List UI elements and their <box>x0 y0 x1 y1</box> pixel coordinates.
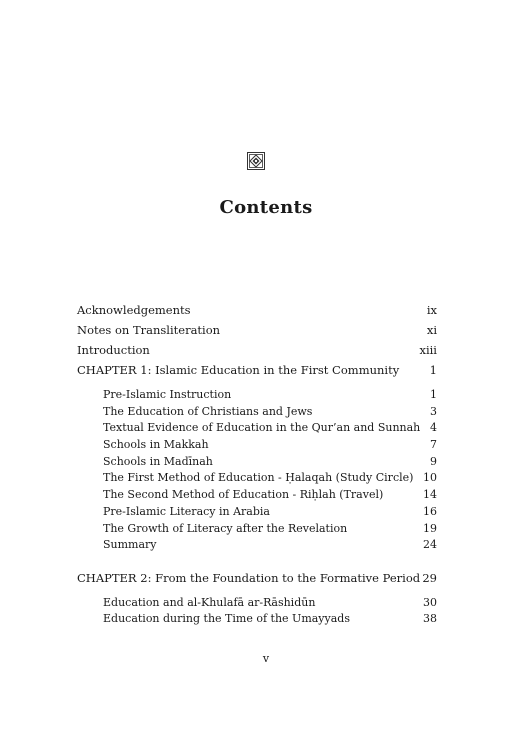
toc-chapter[interactable] <box>77 570 437 587</box>
toc-section[interactable] <box>77 419 437 436</box>
toc-section-label: Education and al-Khulafā ar-Rāshidūn <box>103 596 316 609</box>
toc-entry[interactable] <box>77 302 437 319</box>
page-folio: v <box>262 652 270 665</box>
toc-section-label: The Education of Christians and Jews <box>103 405 313 418</box>
toc-section[interactable] <box>77 520 437 537</box>
toc-chapter[interactable] <box>77 362 437 379</box>
toc-section[interactable] <box>77 386 437 403</box>
toc-section-label: Pre-Islamic Instruction <box>103 388 232 401</box>
toc-section-page: 9 <box>430 455 437 468</box>
toc-entry-page: ix <box>426 303 437 317</box>
toc-section-label: Pre-Islamic Literacy in Arabia <box>103 505 270 518</box>
toc-section[interactable] <box>77 486 437 503</box>
toc-section[interactable] <box>77 594 437 611</box>
toc-section-page: 14 <box>423 488 437 501</box>
toc-section-page: 3 <box>430 405 437 418</box>
toc-section-page: 24 <box>423 538 437 551</box>
toc-section[interactable] <box>77 436 437 453</box>
toc-section-page: 16 <box>423 505 437 518</box>
toc-section-page: 7 <box>430 438 437 451</box>
toc-entry-label: Introduction <box>77 343 150 357</box>
toc-section[interactable] <box>77 469 437 486</box>
toc-section-page: 30 <box>423 596 437 609</box>
toc-section-label: The Growth of Literacy after the Revelation <box>103 522 348 535</box>
page-title: Contents <box>219 197 313 218</box>
toc-section-page: 38 <box>423 612 437 625</box>
toc-section[interactable] <box>77 453 437 470</box>
toc-section-label: The First Method of Education - Ḥalaqah (Study Circle) <box>103 471 414 484</box>
toc-entry[interactable] <box>77 342 437 359</box>
toc-entry-label: Acknowledgements <box>77 303 191 317</box>
toc-chapter-label: CHAPTER 2: From the Foundation to the Formative Period <box>77 571 421 585</box>
toc-section-label: Schools in Madīnah <box>103 455 213 468</box>
toc-chapter-page: 1 <box>429 363 437 377</box>
toc-section-page: 4 <box>430 421 437 434</box>
toc-section[interactable] <box>77 503 437 520</box>
toc-section-page: 1 <box>430 388 437 401</box>
toc-chapter-page: 29 <box>422 571 437 585</box>
toc-section[interactable] <box>77 610 437 627</box>
toc-section[interactable] <box>77 403 437 420</box>
table-of-contents <box>77 0 437 733</box>
toc-section-label: The Second Method of Education - Riḥlah (Travel) <box>103 488 384 501</box>
toc-section-label: Schools in Makkah <box>103 438 209 451</box>
toc-entry-page: xiii <box>419 343 437 357</box>
toc-chapter-label: CHAPTER 1: Islamic Education in the First Community <box>77 363 400 377</box>
toc-entry[interactable] <box>77 322 437 339</box>
toc-section-page: 10 <box>423 471 437 484</box>
toc-entry-label: Notes on Transliteration <box>77 323 221 337</box>
toc-section[interactable] <box>77 536 437 553</box>
toc-entry-page: xi <box>426 323 437 337</box>
toc-section-label: Summary <box>103 538 157 551</box>
toc-section-label: Textual Evidence of Education in the Qur’an and Sunnah <box>103 421 421 434</box>
toc-section-page: 19 <box>423 522 437 535</box>
toc-section-label: Education during the Time of the Umayyads <box>103 612 350 625</box>
